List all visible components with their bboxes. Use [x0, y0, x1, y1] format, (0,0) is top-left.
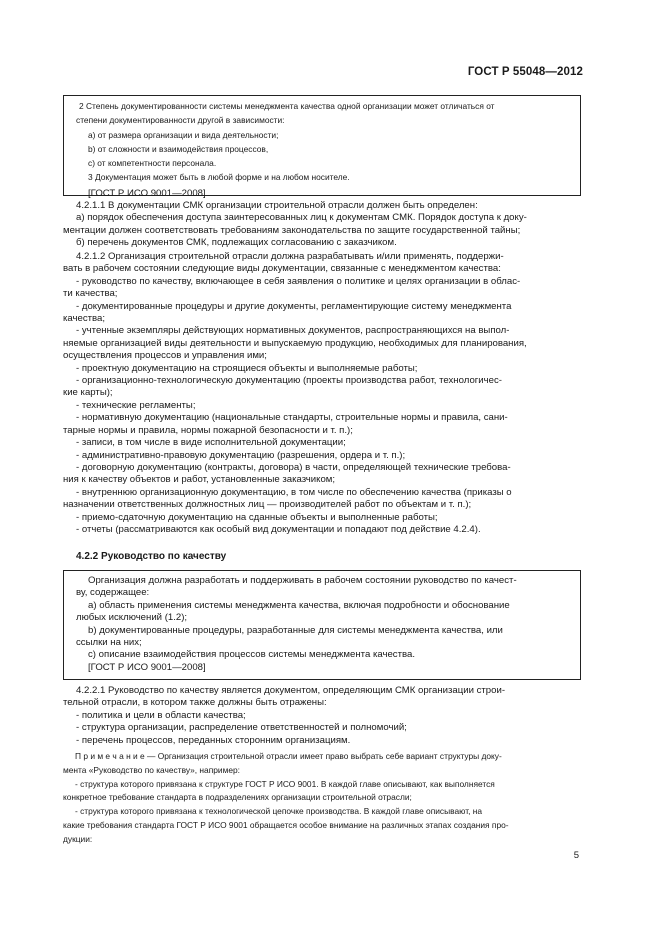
paragraph-line: осуществления процессов и управления ими;: [63, 350, 267, 362]
paragraph-line: ти качества;: [63, 288, 118, 300]
paragraph-line: b) документированные процедуры, разработанные для системы менеджмента качества, или: [88, 624, 503, 636]
paragraph-line: а) область применения системы менеджмента качества, включая подробности и обоснование: [88, 599, 510, 611]
paragraph-line: ссылки на них;: [76, 637, 142, 649]
paragraph-line: - перечень процессов, переданных сторонним организациям.: [76, 734, 351, 746]
paragraph-line: - внутреннюю организационную документацию, в том числе по обеспечению качества (приказы о: [76, 486, 512, 498]
paragraph-line: - политика и цели в области качества;: [76, 709, 246, 721]
paragraph-line: Организация должна разработать и поддерживать в рабочем состоянии руководство по качест-: [88, 575, 517, 586]
paragraph-line: кие карты);: [63, 387, 113, 399]
list-item: b) от сложности и взаимодействия процессов,: [88, 143, 269, 154]
section-heading-4-2-2: 4.2.2 Руководство по качеству: [76, 551, 227, 562]
paragraph-line: - документированные процедуры и другие документы, регламентирующие систему менеджмента: [76, 300, 512, 312]
paragraph-line: - структура которого привязана к технологической цепочке производства. В каждой главе описывают, на: [75, 806, 483, 817]
paragraph-line: б) перечень документов СМК, подлежащих согласованию с заказчиком.: [76, 237, 397, 249]
paragraph-line: - организационно-технологическую документацию (проекты производства работ, технологичес-: [76, 375, 502, 387]
paragraph-line: - нормативную документацию (национальные стандарты, строительные нормы и правила, сани-: [76, 412, 508, 424]
paragraph-line: а) порядок обеспечения доступа заинтересованных лиц к документам СМК. Порядок доступа к доку-: [76, 212, 527, 224]
paragraph-line: - административно-правовую документацию (разрешения, ордера и т. п.);: [76, 449, 406, 461]
paragraph-line: 4.2.1.1 В документации СМК организации строительной отрасли должен быть определен:: [76, 200, 478, 211]
paragraph-line: - структура организации, распределение ответственностей и полномочий;: [76, 722, 407, 734]
paragraph-line: c) описание взаимодействия процессов системы менеджмента качества.: [88, 649, 415, 661]
note-2-line-2: степени документированности другой в зависимости:: [76, 115, 285, 126]
paragraph-line: мента «Руководство по качеству», например:: [63, 764, 240, 775]
page-header: ГОСТ Р 55048—2012: [467, 66, 583, 78]
paragraph-line: - приемо-сдаточную документацию на сданные объекты и выполненные работы;: [76, 511, 438, 523]
paragraph-line: какие требования стандарта ГОСТ Р ИСО 9001 обращается особое внимание на различных этапах создания про-: [63, 819, 509, 830]
paragraph-line: ния к качеству объектов и работ, установленные заказчиком;: [63, 474, 336, 486]
paragraph-line: - структура которого привязана к структуре ГОСТ Р ИСО 9001. В каждой главе описывают, как выполняется: [75, 778, 495, 789]
section-4-2-1-1: [63, 200, 583, 250]
section-4-2-2-1: [63, 685, 583, 747]
paragraph-line: 4.2.1.2 Организация строительной отрасли должна разрабатывать и/или применять, поддержи-: [76, 251, 504, 262]
page-number: 5: [573, 850, 579, 861]
standard-reference: [ГОСТ Р ИСО 9001—2008]: [88, 187, 206, 199]
quoted-standard-box-2: [63, 570, 581, 680]
paragraph-line: тарные нормы и правила, нормы пожарной безопасности и т. п.);: [63, 424, 353, 436]
paragraph-line: дукции:: [63, 833, 93, 844]
paragraph-line: - технические регламенты;: [76, 399, 196, 411]
note-block: [63, 750, 583, 847]
paragraph-line: качества;: [63, 313, 106, 325]
paragraph-line: - проектную документацию на строящиеся объекты и выполняемые работы;: [76, 362, 418, 374]
note-3: 3 Документация может быть в любой форме и на любом носителе.: [88, 172, 350, 183]
paragraph-line: любых исключений (1.2);: [76, 612, 188, 624]
standard-reference: [ГОСТ Р ИСО 9001—2008]: [88, 661, 206, 673]
list-item: c) от компетентности персонала.: [88, 158, 217, 169]
paragraph-line: - руководство по качеству, включающее в себя заявления о политике и целях организации в облас-: [76, 275, 521, 287]
note-2-line-1: 2 Степень документированности системы менеджмента качества одной организации может отличаться от: [79, 101, 495, 111]
paragraph-line: - договорную документацию (контракты, договора) в части, определяющей технические требова-: [76, 461, 511, 473]
paragraph-line: - учтенные экземпляры действующих нормативных документов, распространяющихся на выпол-: [76, 325, 510, 337]
paragraph-line: - отчеты (рассматриваются как особый вид документации и попадают под действие 4.2.4).: [76, 523, 481, 535]
list-item: а) от размера организации и вида деятельности;: [88, 129, 279, 140]
paragraph-line: тельной отрасли, в котором также должны быть отражены:: [63, 697, 327, 709]
paragraph-line: няемые организацией виды деятельности и выпускаемую продукцию, необходимых для планирования,: [63, 337, 527, 349]
paragraph-line: 4.2.2.1 Руководство по качеству является документом, определяющим СМК организации строи-: [76, 685, 506, 696]
paragraph-line: - записи, в том числе в виде исполнительной документации;: [76, 437, 346, 449]
paragraph-line: назначении ответственных должностных лиц — производителей работ по объектам и т. п.);: [63, 499, 472, 511]
paragraph-line: конкретное требование стандарта в подразделениях организации строительной отрасли;: [63, 792, 412, 803]
section-4-2-1-2: [63, 251, 583, 536]
paragraph-line: ментации должен соответствовать требованиям законодательства по защите государственной тайны;: [63, 224, 521, 236]
paragraph-line: ву, содержащее:: [76, 587, 150, 599]
paragraph-line: П р и м е ч а н и е — Организация строительной отрасли имеет право выбрать себе вариант структуры доку-: [75, 751, 502, 761]
paragraph-line: вать в рабочем состоянии следующие виды документации, связанные с менеджментом качества:: [63, 263, 501, 275]
quoted-standard-box-1: [63, 95, 581, 199]
